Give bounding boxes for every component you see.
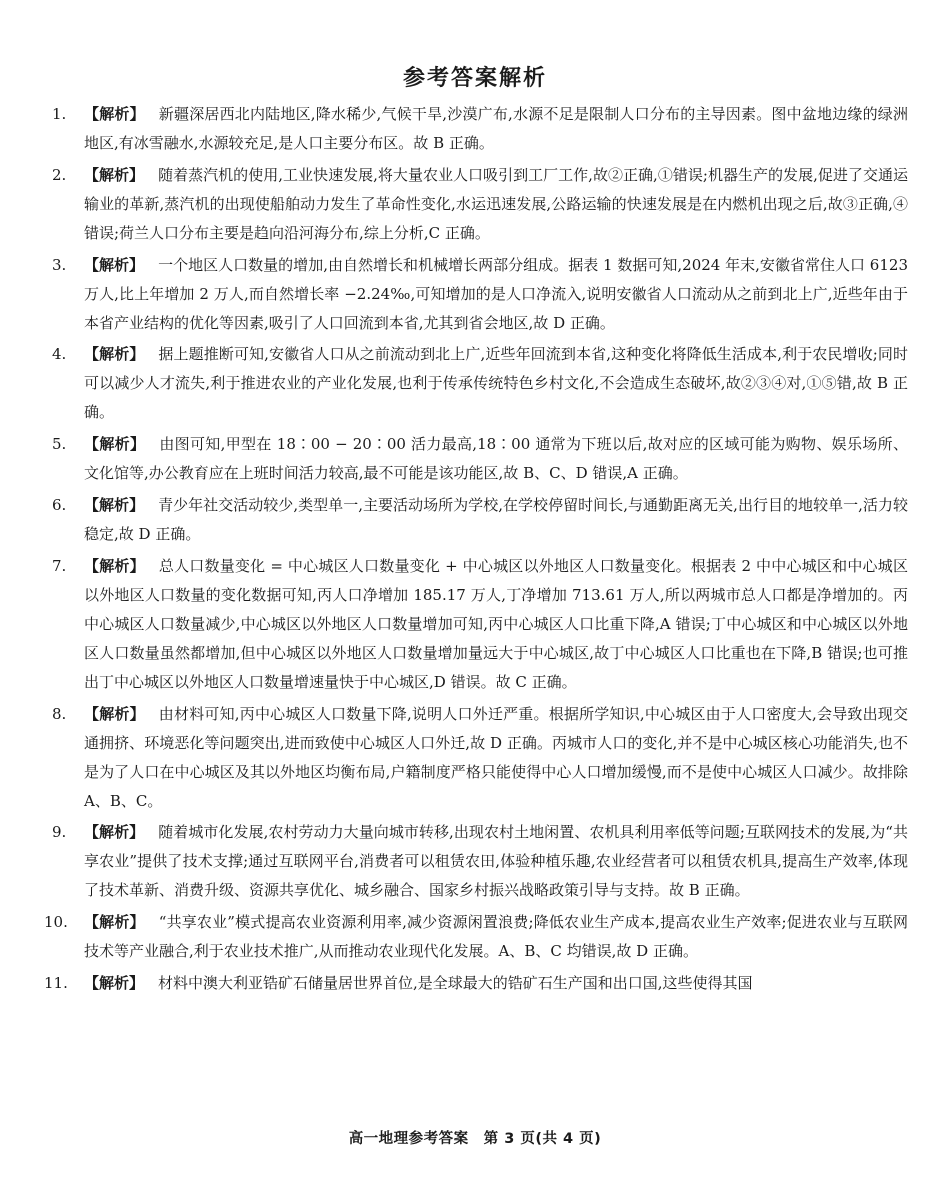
answer-number: 6. [52, 495, 67, 514]
answer-number: 4. [52, 345, 67, 364]
answer-item-3 [40, 251, 908, 338]
answer-text: 新疆深居西北内陆地区,降水稀少,气候干旱,沙漠广布,水源不足是限制人口分布的主导因素。图中盆地边缘的绿洲地区,有冰雪融水,水源较充足,是人口主要分布区。故 B 正确。 [84, 105, 908, 152]
answer-text: 材料中澳大利亚锆矿石储量居世界首位,是全球最大的锆矿石生产国和出口国,这些使得其国 [158, 973, 753, 992]
answer-number: 8. [52, 704, 67, 723]
analysis-tag: 【解析】 [84, 255, 145, 274]
answer-item-9 [40, 818, 908, 905]
answer-text: 据上题推断可知,安徽省人口从之前流动到北上广,近些年回流到本省,这种变化将降低生活成本,利于农民增收;同时可以减少人才流失,利于推进农业的产业化发展,也利于传承传统特色乡村文化,不会造成生态破坏,故②③④对,①⑤错,故 B 正确。 [84, 345, 908, 422]
answer-text: 总人口数量变化 = 中心城区人口数量变化 + 中心城区以外地区人口数量变化。根据表 2 中中心城区和中心城区以外地区人口数量的变化数据可知,丙人口净增加 185.17 万人,丁净增加 713.61 万人,所以两城市总人口都是净增加的。丙中心城区人口数量减少,中心城区以外地区人口数量增加可知,丙中心城区人口比重下降,A 错误;丁中心城区和中心城区以外地区人口数量虽然都增加,但中心城区以外地区人口数量增加量远大于中心城区,故丁中心城区人口比重也在下降,B 错误;也可推出丁中心城区以外地区人口数量增速量快于中心城区,D 错误。故 C 正确。 [84, 556, 908, 691]
analysis-tag: 【解析】 [84, 913, 145, 932]
page-title: 参考答案解析 [402, 66, 547, 91]
answer-text: 由材料可知,丙中心城区人口数量下降,说明人口外迁严重。根据所学知识,中心城区由于人口密度大,会导致出现交通拥挤、环境恶化等问题突出,进而致使中心城区人口外迁,故 D 正确。丙城市人口的变化,并不是中心城区核心功能消失,也不是为了人口在中心城区及其以外地区均衡布局,户籍制度严格只能使得中心人口增加缓慢,而不是使中心城区人口减少。故排除 A、B、C。 [84, 704, 908, 810]
analysis-tag: 【解析】 [84, 495, 145, 514]
answer-number: 2. [52, 165, 67, 184]
answer-text: 随着城市化发展,农村劳动力大量向城市转移,出现农村土地闲置、农机具利用率低等问题;互联网技术的发展,为“共享农业”提供了技术支撑;通过互联网平台,消费者可以租赁农田,体验种植乐趣,农业经营者可以租赁农机具,提高生产效率,体现了技术革新、消费升级、资源共享优化、城乡融合、国家乡村振兴战略政策引导与支持。故 B 正确。 [84, 823, 908, 900]
answer-number: 9. [52, 823, 67, 842]
answer-item-8 [40, 700, 908, 816]
answer-item-10 [40, 908, 908, 966]
answer-item-2 [40, 161, 908, 248]
page-footer: 高一地理参考答案 第 3 页(共 4 页) [348, 1131, 602, 1147]
answer-number: 5. [52, 435, 67, 454]
answer-item-5 [40, 430, 908, 488]
answer-number: 3. [52, 255, 67, 274]
analysis-tag: 【解析】 [84, 973, 145, 992]
answer-text: “共享农业”模式提高农业资源利用率,减少资源闲置浪费;降低农业生产成本,提高农业生产效率;促进农业与互联网技术等产业融合,利于农业技术推广,从而推动农业现代化发展。A、B、C 均错误,故 D 正确。 [84, 913, 908, 961]
answer-text: 由图可知,甲型在 18∶00 − 20∶00 活力最高,18∶00 通常为下班以后,故对应的区域可能为购物、娱乐场所、文化馆等,办公教育应在上班时间活力较高,最不可能是该功能区,故 B、C、D 错误,A 正确。 [84, 435, 908, 483]
analysis-tag: 【解析】 [84, 823, 145, 842]
analysis-tag: 【解析】 [84, 345, 145, 364]
answer-number: 11. [44, 973, 68, 992]
analysis-tag: 【解析】 [84, 165, 145, 184]
analysis-tag: 【解析】 [84, 704, 145, 723]
analysis-tag: 【解析】 [84, 556, 145, 575]
answer-text: 青少年社交活动较少,类型单一,主要活动场所为学校,在学校停留时间长,与通勤距离无关,出行目的地较单一,活力较稳定,故 D 正确。 [84, 495, 908, 543]
answer-item-1 [40, 100, 908, 158]
answer-text: 一个地区人口数量的增加,由自然增长和机械增长两部分组成。据表 1 数据可知,2024 年末,安徽省常住人口 6123 万人,比上年增加 2 万人,而自然增长率 −2.24‰,可知增加的是人口净流入,说明安徽省人口流动从之前到北上广,近些年由于本省产业结构的优化等因素,吸引了人口回流到本省,尤其到省会地区,故 D 正确。 [84, 255, 908, 332]
answer-number: 1. [52, 105, 67, 123]
answer-item-6 [40, 491, 908, 549]
analysis-tag: 【解析】 [84, 105, 145, 123]
answer-number: 10. [44, 913, 68, 932]
answer-number: 7. [52, 556, 67, 575]
answer-item-11 [40, 969, 908, 998]
answer-item-7 [40, 552, 908, 697]
analysis-tag: 【解析】 [84, 435, 146, 454]
answer-item-4 [40, 340, 908, 427]
answer-list [40, 100, 908, 1001]
answer-text: 随着蒸汽机的使用,工业快速发展,将大量农业人口吸引到工厂工作,故②正确,①错误;机器生产的发展,促进了交通运输业的革新,蒸汽机的出现使船舶动力发生了革命性变化,水运迅速发展,公路运输的快速发展是在内燃机出现之后,故③正确,④错误;荷兰人口分布主要是趋向沿河海分布,综上分析,C 正确。 [84, 165, 908, 242]
